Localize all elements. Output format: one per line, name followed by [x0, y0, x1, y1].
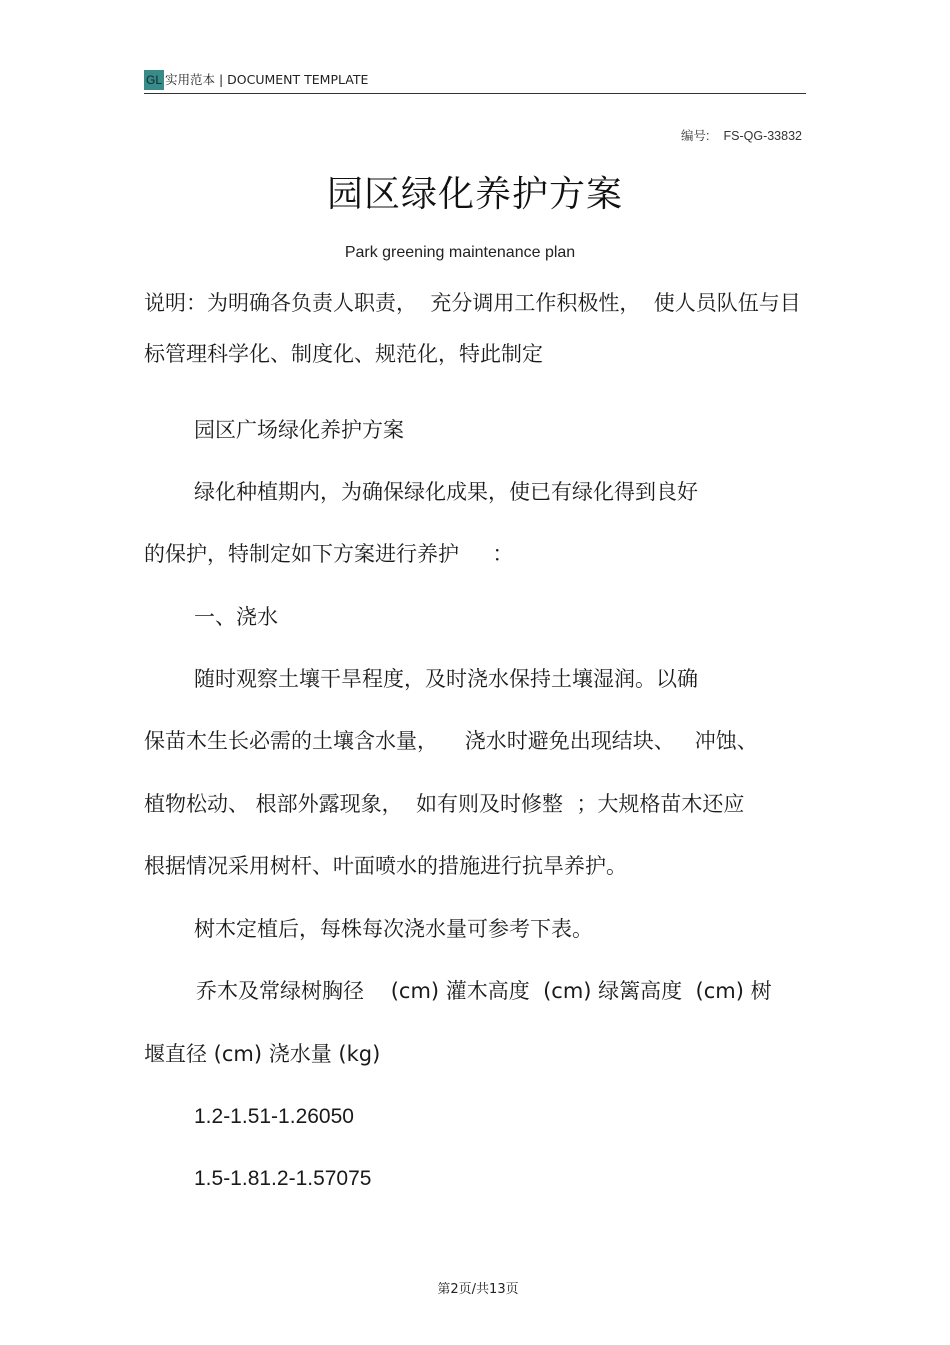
body-line: 随时观察土壤干旱程度，及时浇水保持土壤湿润。以确	[194, 667, 698, 691]
body-line: 标管理科学化、制度化、规范化，特此制定	[144, 342, 543, 366]
body-line: 说明：为明确各负责人职责， 充分调用工作积极性， 使人员队伍与目	[144, 291, 801, 315]
section-heading: 一、浇水	[194, 605, 278, 629]
page-title: 园区绿化养护方案	[326, 174, 623, 215]
header-title: 实用范本 | DOCUMENT TEMPLATE	[165, 72, 369, 87]
page-subtitle: Park greening maintenance plan	[344, 244, 576, 261]
section-heading: 园区广场绿化养护方案	[194, 418, 404, 442]
document-number-value: FS-QG-33832	[723, 129, 802, 143]
body-line: 绿化种植期内，为确保绿化成果，使已有绿化得到良好	[194, 480, 698, 504]
table-header-line: 乔木及常绿树胸径 (cm) 灌木高度 (cm) 绿篱高度 (cm) 树	[196, 979, 772, 1003]
page-header	[144, 70, 806, 94]
logo-badge: GL	[144, 70, 164, 90]
table-row: 1.2-1.51-1.26050	[194, 1105, 354, 1128]
body-line: 树木定植后，每株每次浇水量可参考下表。	[194, 917, 593, 941]
table-header-line: 堰直径 (cm) 浇水量 (kg)	[144, 1042, 381, 1066]
body-line: 的保护，特制定如下方案进行养护 ：	[144, 542, 514, 566]
body-line: 植物松动、 根部外露现象， 如有则及时修整 ；大规格苗木还应	[144, 792, 745, 816]
page-footer: 第2页/共13页	[437, 1282, 519, 1297]
body-line: 保苗木生长必需的土壤含水量， 浇水时避免出现结块、 冲蚀、	[144, 729, 758, 753]
body-line: 根据情况采用树杆、叶面喷水的措施进行抗旱养护。	[144, 854, 627, 878]
document-number	[681, 126, 802, 144]
table-row: 1.5-1.81.2-1.57075	[194, 1167, 372, 1190]
document-number-label: 编号:	[681, 129, 710, 143]
